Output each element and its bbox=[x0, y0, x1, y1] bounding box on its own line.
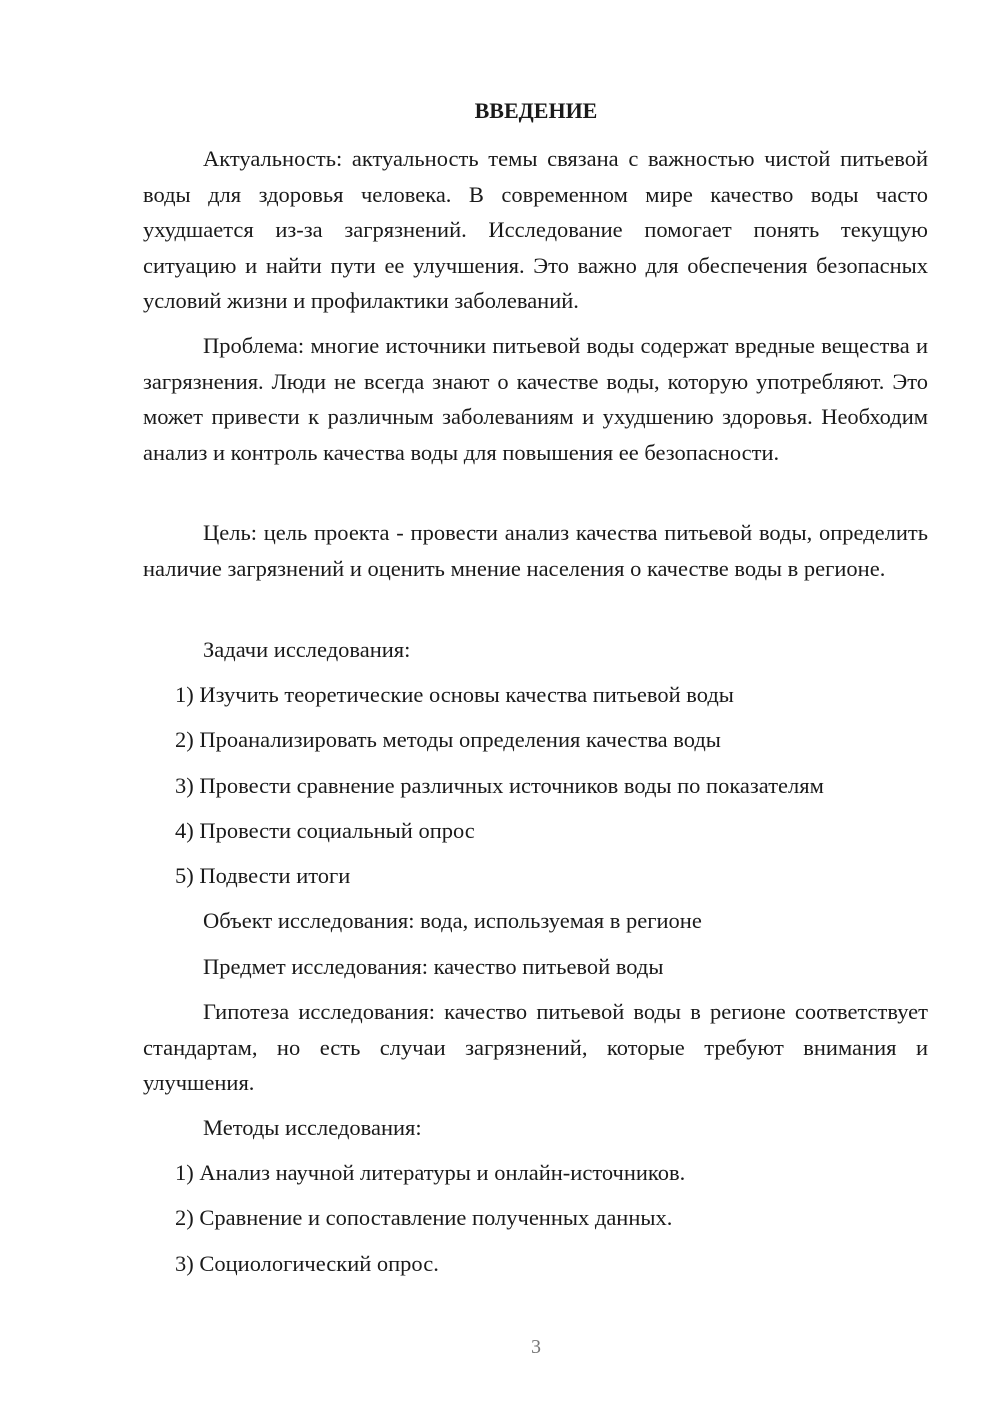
list-item: 1) Анализ научной литературы и онлайн-источников. bbox=[175, 1160, 686, 1185]
object-line: Объект исследования: вода, используемая в регионе bbox=[203, 908, 702, 933]
list-item: 5) Подвести итоги bbox=[175, 863, 351, 888]
list-item: 1) Изучить теоретические основы качества питьевой воды bbox=[175, 682, 734, 707]
list-item: 2) Проанализировать методы определения качества воды bbox=[175, 727, 721, 752]
list-item: 3) Провести сравнение различных источников воды по показателям bbox=[175, 773, 824, 798]
goal-paragraph: Цель: цель проекта - провести анализ качества питьевой воды, определить наличие загрязнений и оценить мнение населения о качестве воды в регионе. bbox=[143, 520, 928, 581]
methods-heading: Методы исследования: bbox=[203, 1115, 422, 1140]
list-item: 4) Провести социальный опрос bbox=[175, 818, 475, 843]
subject-line: Предмет исследования: качество питьевой воды bbox=[203, 954, 664, 979]
list-item: 3) Социологический опрос. bbox=[175, 1251, 439, 1276]
tasks-heading: Задачи исследования: bbox=[203, 637, 411, 662]
list-item: 2) Сравнение и сопоставление полученных данных. bbox=[175, 1205, 673, 1230]
hypothesis-paragraph: Гипотеза исследования: качество питьевой воды в регионе соответствует стандартам, но есть случаи загрязнений, которые требуют внимания и улучшения. bbox=[143, 999, 928, 1095]
page-title: ВВЕДЕНИЕ bbox=[474, 98, 598, 123]
page-number: 3 bbox=[531, 1336, 541, 1358]
problem-paragraph: Проблема: многие источники питьевой воды содержат вредные вещества и загрязнения. Люди не всегда знают о качестве воды, которую употребляют. Это может привести к различным заболеваниям и ухудшению здоровья. Необходим анализ и контроль качества воды для повышения ее безопасности. bbox=[143, 333, 928, 465]
relevance-paragraph: Актуальность: актуальность темы связана с важностью чистой питьевой воды для здоровья человека. В современном мире качество воды часто ухудшается из-за загрязнений. Исследование помогает понять текущую ситуацию и найти пути ее улучшения. Это важно для обеспечения безопасных условий жизни и профилактики заболеваний. bbox=[143, 146, 928, 313]
